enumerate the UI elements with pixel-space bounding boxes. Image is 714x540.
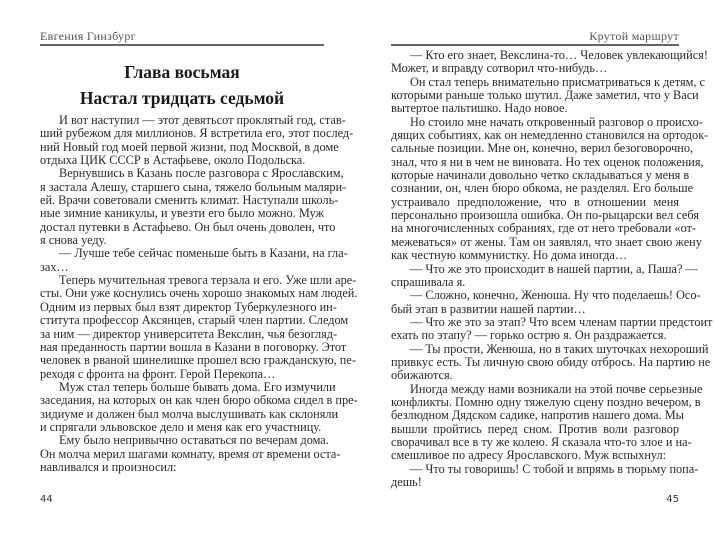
text-line: устраивало предположение, что в отношении меня [391,194,679,209]
text-line: привкус есть. Ты личную свою обиду отбрось. На партию не [391,354,711,369]
text-line: И вот наступил — этот девятьсот проклятый год, став- [59,113,346,127]
text-line: Он молча мерил шагами комнату, время от времени оста- [40,446,341,461]
text-line: зах… [40,259,69,274]
text-line: ная преданность партии вошла в Казани в поговорку. Этот [40,339,347,354]
text-line: за ним — директор университета Векслин, чья безогляд- [40,326,338,341]
text-line: персонально произошла ошибка. Он по-рыцарски вел себя [391,208,699,223]
text-line: Одним из первых был взят директор Туберкулезного ин- [40,299,337,314]
paragraph [391,114,709,263]
text-line: Он стал теперь внимательно присматриваться к детям, с [410,74,706,89]
text-line: спрашивала я. [391,274,466,289]
paragraph [40,113,354,168]
header-rule [40,44,324,46]
paragraph [40,246,348,274]
text-line: обижаются. [391,368,453,383]
text-line: — Что же это за этап? Что всем членам партии предстоит [410,314,713,329]
page-number: 45 [666,494,679,505]
text-line: Может, и вправду сотворил что-нибудь… [391,61,608,76]
text-line: ний Новый год моей первой жизни, под Москвой, в доме [40,139,339,154]
text-line: — Ты прости, Женюша, но в таких шуточках нехороший [410,341,709,356]
text-line: дешь! [391,475,422,489]
text-line: бый этап в развитии нашей партии… [391,301,586,316]
text-line: сворачивал все в ту же колею. Я сказала что-то злое и на- [391,434,692,449]
running-head-author: Евгения Гинзбург [40,29,136,43]
paragraph [391,48,708,76]
paragraph [391,381,703,463]
paragraph [391,261,698,290]
text-line: ститута профессор Аксянцев, старый член партии. Следом [40,313,349,328]
paragraph [40,273,358,381]
left-page [40,0,358,540]
text-line: навливался и произносил: [40,459,177,474]
text-line: реходя с фронта на фронт. Герой Перекопа… [40,366,276,381]
text-line: вытертое пальтишко. Надо новое. [391,101,568,116]
text-line: ные зимние каникулы, и увезти его было можно. Муж [40,206,324,221]
text-line: Иногда между нами возникали на этой почве серьезные [410,381,703,396]
paragraph [40,379,358,434]
text-line: знал, что я ни в чем не виновата. Но тех оценок положения, [391,154,704,169]
text-line: которыми раньше только шутил. Даже заметил, что у Васи [391,88,699,103]
paragraph [40,166,347,248]
text-line: дящих событиях, как он немедленно становился на ортодок- [391,128,709,143]
text-line: сознании, он, член бюро обкома, не разделял. Его больше [391,181,694,196]
text-line: конфликты. Помню одну тяжелую сцену поздно вечером, в [391,394,701,409]
text-line: достал путевки в Астафьево. Он был очень доволен, что [40,219,336,234]
text-line: Вернувшись в Казань после разговора с Ярославским, [59,166,344,181]
paragraph [391,74,706,116]
paragraph [391,341,711,383]
text-line: сальные позиции. Мне он, конечно, верил безоговорочно, [391,141,694,156]
text-line: я застала Алешу, старшего сына, тяжело больным маляри- [40,179,347,194]
text-line: ей. Врачи советовали сменить климат. Наступали школь- [40,193,339,208]
chapter-number: Глава восьмая [124,62,240,82]
text-line: Теперь мучительная тревога терзала и его. Уже шли аре- [59,273,357,288]
right-page [391,0,713,540]
text-line: вышли пройтись перед сном. Против воли разговор [391,421,679,436]
body-text [40,113,358,474]
text-line: отдыха ЦИК СССР в Астафьеве, около Подольска. [40,153,306,168]
text-line: ехать по этапу? — горько острю я. Он раздражается. [391,328,667,343]
text-line: — Кто его знает, Векслина-то… Человек увлекающийся! [410,48,708,62]
text-line: ший рубежом для миллионов. Я встретила его, этот послед- [40,126,354,141]
text-line: которые начинали довольно четко складываться у меня в [391,168,690,183]
text-line: межеваться» от жены. Там он заявлял, что знает свою жену [391,234,702,249]
paragraph [391,314,713,343]
paragraph [40,433,341,474]
text-line: Муж стал теперь больше бывать дома. Его измучили [59,379,336,394]
text-line: на многочисленных собраниях, где от него требовали «от- [391,221,697,236]
running-head-title: Крутой маршрут [589,29,679,43]
text-line: — Сложно, конечно, Женюша. Ну что поделаешь! Осо- [410,288,701,303]
text-line: Ему было непривычно оставаться по вечерам дома. [59,433,329,448]
paragraph [391,288,701,316]
text-line: зидиуме и должен был молча выслушивать как склоняли [40,406,339,421]
text-line: как честную коммунистку. Но дома иногда… [391,248,628,263]
text-line: и спрягали эльвовское дело и меня как его участницу. [40,419,322,434]
header-rule [391,44,679,46]
chapter-title: Настал тридцать седьмой [79,88,285,108]
text-line: — Что же это происходит в нашей партии, а, Паша? — [410,261,698,276]
text-line: смешливое по адресу Ярославского. Муж вспыхнул: [391,448,667,463]
text-line: сты. Они уже коснулись очень хорошо знакомых нам людей. [40,286,358,301]
text-line: Но стоило мне начать откровенный разговор о происхо- [410,114,703,129]
text-line: человек в рваной шинелишке прошел всю гражданскую, пе- [40,353,356,368]
paragraph [391,461,699,490]
text-line: — Лучше тебе сейчас поменьше быть в Казани, на гла- [59,246,348,261]
page-number: 44 [40,494,53,505]
body-text [391,48,713,489]
text-line: безлюдном Дядском садике, напротив нашего дома. Мы [391,408,684,423]
text-line: заседания, на которых он как член бюро обкома сидел в пре- [40,393,358,408]
text-line: — Что ты говоришь! С тобой и впрямь в тюрьму попа- [410,461,699,476]
text-line: я снова уеду. [40,233,107,248]
